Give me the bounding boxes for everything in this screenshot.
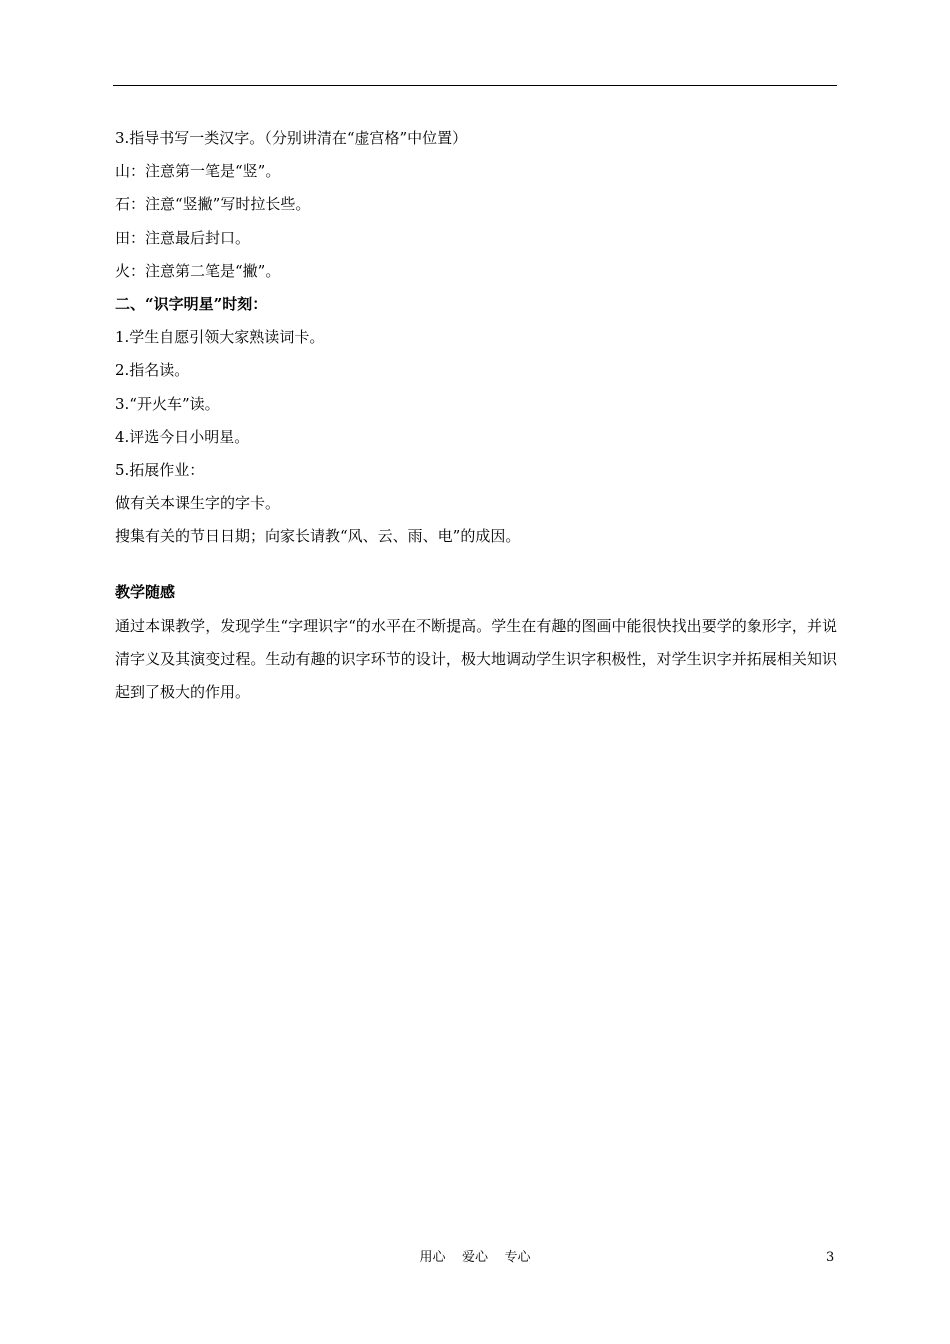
homework-item-1: 做有关本课生字的字卡。 [115,494,281,513]
list-item-4: 4.评选今日小明星。 [115,427,250,446]
list-item-2: 2.指名读。 [115,361,190,380]
header-rule [113,85,837,86]
homework-item-2: 搜集有关的节日日期；向家长请教“风、云、雨、电”的成因。 [115,527,521,546]
section-2-heading: 二、“识字明星”时刻： [115,294,268,313]
character-note-shan: 山：注意第一笔是“竖”。 [115,162,281,181]
list-item-3: 3.“开火车”读。 [115,394,220,413]
reflection-heading: 教学随感 [115,583,176,602]
list-item-1: 1.学生自愿引领大家熟读词卡。 [115,328,325,347]
document-body [115,122,837,709]
reflection-paragraph: 通过本课教学，发现学生“字理识字“的水平在不断提高。学生在有趣的图画中能很快找出要学的象形字，并说清字义及其演变过程。生动有趣的识字环节的设计，极大地调动学生识字积极性，对学生识字并拓展相关知识起到了极大的作用。 [115,616,837,701]
list-item-5: 5.拓展作业： [115,460,205,479]
step-3-writing-guide: 3.指导书写一类汉字。（分别讲清在“虚宫格”中位置） [115,129,468,147]
character-note-huo: 火：注意第二笔是“撇”。 [115,261,281,280]
character-note-tian: 田：注意最后封口。 [115,228,251,247]
footer-motto: 用心 爱心 专心 [419,1250,531,1265]
character-note-shi: 石：注意“竖撇”写时拉长些。 [115,195,311,214]
page-number: 3 [826,1250,835,1265]
spacer [115,553,837,576]
